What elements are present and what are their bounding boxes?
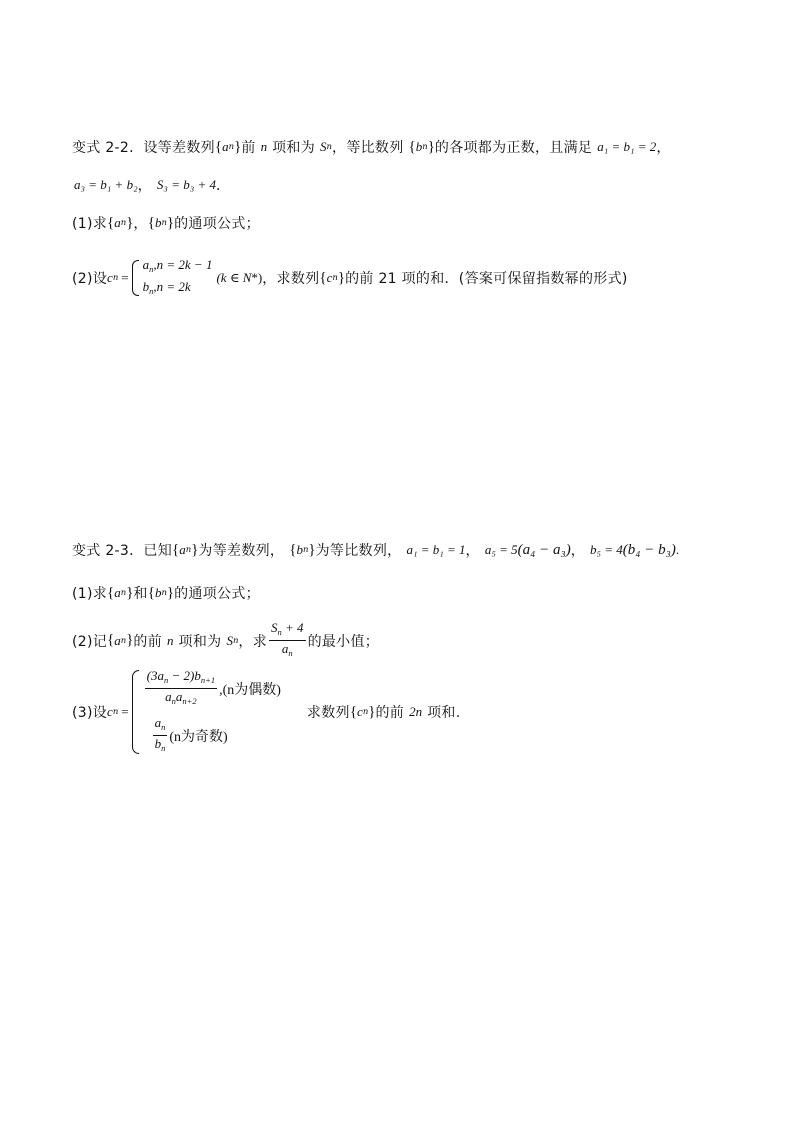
case-1-condition: ,n = 2k − 1 [153, 257, 213, 272]
s-n-sub: n [277, 627, 282, 637]
brace-close: } [126, 214, 134, 231]
brace-open: { [147, 584, 155, 601]
brace-close: } [308, 541, 316, 558]
b-n-var: b [296, 542, 303, 557]
piecewise-cases [143, 668, 281, 756]
a-n-var: a [281, 641, 289, 656]
s-n-sub: n [326, 142, 333, 152]
n-var: n [167, 632, 174, 648]
b-n-var: b [154, 736, 162, 751]
brace-open: { [349, 703, 358, 720]
piecewise-case-2 [143, 278, 213, 300]
brace-open: { [319, 269, 327, 286]
a-n-var: a [222, 139, 229, 154]
case-2-condition: ,n = 2k [153, 279, 191, 294]
brace-open: { [408, 138, 416, 155]
brace-close: } [368, 703, 376, 720]
piecewise-case-even [143, 668, 281, 709]
b-n-var: b [154, 215, 162, 230]
text-xianghe: 项和为 [272, 140, 316, 156]
question-3-tail: 项和. [427, 705, 461, 721]
a-n-sub: n [161, 722, 166, 732]
domain-k: (k ∈ N [216, 270, 252, 285]
brace-open: { [107, 632, 115, 648]
problem-2-3-prefix: 变式 2-3．已知 [72, 543, 173, 559]
a-n-sub: n [120, 588, 127, 598]
brace-close: } [126, 632, 134, 648]
fraction-denominator [153, 736, 168, 756]
brace-close: } [166, 214, 175, 231]
problem-2-2-question-1 [72, 213, 260, 233]
c-n-sub: n [332, 273, 338, 283]
problem-2-2-statement-line1 [72, 137, 671, 157]
b-n-plus-1-sub: n+1 [200, 675, 216, 685]
text-qiu: ，求 [238, 633, 268, 650]
c-n-var: c [107, 270, 113, 285]
problem-2-3-question-3 [72, 668, 460, 756]
text-dengcha: 为等差数列， [198, 543, 285, 559]
fraction-numerator [145, 668, 217, 689]
b-n-sub: n [422, 142, 428, 152]
case-even-condition: ,(n为偶数) [219, 682, 281, 698]
problem-2-3-question-2 [72, 620, 379, 661]
a-n-sub: n [120, 635, 127, 646]
problem-2-2-question-2 [72, 256, 628, 300]
piecewise-brace [132, 260, 139, 296]
a-n-sub: n [149, 264, 154, 274]
c-n-sub: n [362, 707, 369, 717]
text-condition-intro: 的各项都为正数，且满足 [434, 140, 593, 156]
text-de-qian: 的前 [375, 705, 405, 721]
question-2-label: (2)记 [72, 633, 108, 650]
brace-close: } [126, 584, 134, 601]
case-odd-condition: (n为奇数) [169, 729, 228, 745]
equals-sign: = [121, 704, 129, 719]
brace-open: { [107, 214, 115, 231]
equation-a3: a₃ = b₁ + b₂ [74, 177, 138, 192]
text-de-qian: 的前 [133, 633, 163, 650]
b-n-sub: n [302, 545, 309, 555]
numerator-minus2-b: − 2)b [168, 668, 201, 683]
text-qian: 前 [241, 140, 256, 156]
a-n-var: a [142, 257, 150, 272]
fraction-numerator [269, 620, 306, 641]
brace-close: } [337, 269, 346, 286]
condition-a1-b1: a₁ = b₁ = 1 [406, 542, 466, 557]
problem-2-3-question-1 [72, 583, 260, 603]
n-var: n [260, 139, 268, 154]
question-1-tail: 的通项公式； [174, 586, 260, 602]
problem-2-2-prefix: 变式 2-2．设等差数列 [72, 140, 215, 156]
numerator-3an: (3a [146, 668, 164, 683]
brace-close: } [166, 584, 175, 601]
two-n-var: 2n [409, 704, 423, 719]
c-n-var: c [357, 704, 363, 719]
fraction-numerator [153, 715, 168, 736]
text-he: 和 [133, 586, 148, 602]
b-n-sub: n [161, 743, 166, 753]
fraction-sn-plus-4-over-an [269, 620, 306, 661]
c-n-sub: n [112, 273, 119, 283]
a-n-sub: n [163, 675, 169, 685]
problem-2-3-statement-line1 [72, 540, 679, 560]
question-1-label: (1)求 [72, 586, 108, 602]
fraction-denominator [163, 689, 199, 709]
b-n-var: b [142, 279, 150, 294]
fraction-case-odd [153, 715, 168, 756]
comma: ， [137, 178, 152, 194]
piecewise-case-odd [151, 715, 281, 756]
fraction-denominator [280, 641, 295, 661]
condition-a5: a₅ = 5 [484, 542, 518, 557]
brace-open: { [147, 214, 155, 231]
piecewise-cases [143, 256, 213, 300]
b-n-sub: n [161, 588, 167, 598]
b-n-var: b [154, 585, 162, 600]
a-n-var: a [154, 715, 162, 730]
problem-2-2-statement-line2 [74, 175, 230, 195]
fraction-case-even [145, 668, 217, 709]
b-n-sub: n [149, 286, 154, 296]
comma: ， [133, 216, 148, 232]
a-n-sub: n [288, 648, 293, 658]
brace-open: { [172, 541, 180, 558]
b-n-sub: n [161, 218, 167, 228]
condition-a5-paren: (a₄ − a₃) [517, 541, 571, 558]
a-n-sub: n [228, 142, 235, 152]
text-dengbi: ，等比数列 [332, 140, 404, 156]
a-n-var: a [114, 215, 121, 230]
brace-close: } [427, 138, 435, 155]
condition-b5: b₅ = 4 [590, 542, 623, 557]
b-n-var: b [415, 139, 423, 154]
brace-open: { [214, 138, 223, 155]
text-qiu-shulie: ，求数列 [262, 271, 320, 287]
c-n-var: c [107, 704, 113, 719]
a-n-sub: n [171, 696, 176, 706]
piecewise-c-n [132, 668, 281, 756]
brace-open: { [289, 541, 297, 558]
question-1-tail: 的通项公式； [174, 216, 260, 232]
piecewise-brace [132, 670, 139, 754]
a-n-sub: n [120, 218, 127, 228]
brace-close: } [234, 138, 242, 155]
a-n-var: a [179, 542, 186, 557]
piecewise-case-1 [143, 256, 213, 278]
question-2-tail: 的最小值； [307, 633, 380, 650]
period: ． [216, 178, 231, 194]
comma: ， [465, 543, 480, 559]
s-n-var: S [271, 620, 278, 635]
c-n-var: c [326, 270, 333, 285]
s-n-var: S [320, 139, 327, 154]
plus-four: + 4 [281, 620, 304, 635]
comma: ， [570, 543, 585, 559]
domain-close: ) [257, 270, 263, 285]
equation-s3: S₃ = b₃ + 4 [156, 177, 217, 192]
a-n-plus-2-sub: n+2 [182, 696, 197, 706]
condition-a1-b1: a₁ = b₁ = 2 [597, 139, 657, 154]
a-n-var: a [165, 689, 172, 704]
question-1-label: (1)求 [72, 216, 108, 232]
period: . [675, 542, 680, 557]
s-n-var: S [226, 632, 233, 648]
a-n-var: a [114, 585, 121, 600]
a-n-var: a [114, 632, 121, 648]
text-xianghe: 项和为 [178, 633, 222, 650]
question-3-label: (3)设 [72, 705, 108, 721]
piecewise-c-n [132, 256, 213, 300]
brace-close: } [191, 541, 199, 558]
a-n-sub: n [185, 545, 192, 555]
comma: ， [656, 140, 671, 156]
a-n-plus-2-var: a [175, 689, 183, 704]
text-qiu-shulie: 求数列 [306, 705, 350, 721]
c-n-sub: n [112, 707, 119, 717]
condition-b5-paren: (b₄ − b₃) [622, 541, 676, 558]
text-dengbi: 为等比数列， [315, 543, 402, 559]
equals-sign: = [121, 270, 129, 285]
question-2-tail: 的前 21 项的和．(答案可保留指数幂的形式) [345, 271, 628, 287]
domain-superscript: * [251, 270, 258, 285]
question-2-label: (2)设 [72, 271, 108, 287]
s-n-sub: n [232, 635, 239, 646]
brace-open: { [107, 584, 115, 601]
